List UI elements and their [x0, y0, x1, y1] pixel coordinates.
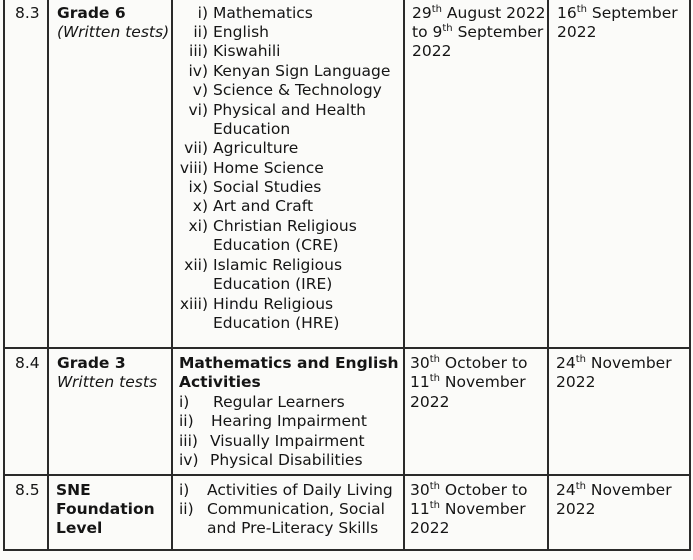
list-item-continued: Education (CRE)	[213, 236, 339, 254]
list-item-number: iii)	[179, 432, 198, 450]
list-item-number: i)	[197, 4, 208, 22]
table-left-border	[3, 0, 5, 551]
list-item-number: x)	[192, 197, 208, 215]
list-item-number: xiii)	[179, 295, 208, 313]
list-item-number: iii)	[189, 42, 208, 60]
list-item: Physical Disabilities	[210, 451, 363, 469]
list-item-continued: Education (HRE)	[213, 314, 340, 332]
table-right-border	[689, 0, 691, 551]
exam-period: 2022	[412, 42, 452, 60]
list-item: Physical and Health	[213, 101, 366, 119]
list-item-number: i)	[179, 393, 190, 411]
list-item: Hindu Religious	[213, 295, 334, 313]
row-number: 8.5	[15, 481, 40, 499]
list-item-number: viii)	[179, 159, 208, 177]
list-item: Art and Craft	[213, 197, 314, 215]
row-number: 8.3	[15, 4, 40, 22]
row-subtitle: (Written tests)	[57, 23, 170, 41]
row-title: SNE	[56, 481, 91, 499]
list-item: Kenyan Sign Language	[213, 62, 391, 80]
list-item: Activities of Daily Living	[207, 481, 393, 499]
exam-period: to 9th September	[412, 23, 544, 41]
list-item-continued: Education (IRE)	[213, 275, 333, 293]
list-item-number: vii)	[184, 139, 208, 157]
column-divider	[403, 0, 405, 551]
list-item: Kiswahili	[213, 42, 281, 60]
release-date: 24th November	[556, 354, 672, 372]
list-item: Science & Technology	[213, 81, 382, 99]
row-divider	[3, 347, 691, 349]
row-divider	[3, 474, 691, 476]
release-date: 2022	[557, 23, 597, 41]
exam-period: 11th November	[410, 373, 526, 391]
list-item-number: ii)	[179, 412, 194, 430]
list-item-continued: and Pre-Literacy Skills	[207, 519, 379, 537]
release-date: 24th November	[556, 481, 672, 499]
exam-period: 2022	[410, 393, 450, 411]
list-item: Visually Impairment	[210, 432, 365, 450]
list-item: English	[213, 23, 269, 41]
table-bottom-border	[3, 549, 691, 551]
list-item: Christian Religious	[213, 217, 357, 235]
list-item: Communication, Social	[207, 500, 385, 518]
list-item-number: iv)	[179, 451, 199, 469]
row-subtitle: Written tests	[57, 373, 158, 391]
exam-period: 29th August 2022	[412, 4, 546, 22]
section-heading: Activities	[179, 373, 261, 391]
exam-period: 30th October to	[410, 481, 528, 499]
list-item: Mathematics	[213, 4, 313, 22]
row-title: Foundation	[56, 500, 155, 518]
list-item: Agriculture	[213, 139, 299, 157]
column-divider	[47, 0, 49, 551]
list-item-number: v)	[192, 81, 208, 99]
list-item: Islamic Religious	[213, 256, 343, 274]
row-title: Grade 3	[57, 354, 126, 372]
list-item-number: xii)	[184, 256, 208, 274]
row-title: Grade 6	[57, 4, 126, 22]
row-number: 8.4	[15, 354, 40, 372]
release-date: 2022	[556, 373, 596, 391]
column-divider	[547, 0, 549, 551]
release-date: 16th September	[557, 4, 678, 22]
list-item-number: i)	[179, 481, 190, 499]
list-item-number: ix)	[188, 178, 208, 196]
list-item: Regular Learners	[213, 393, 345, 411]
list-item-number: ii)	[193, 23, 208, 41]
exam-period: 11th November	[410, 500, 526, 518]
list-item-number: xi)	[188, 217, 208, 235]
list-item-number: iv)	[188, 62, 208, 80]
list-item-number: ii)	[179, 500, 194, 518]
list-item: Social Studies	[213, 178, 322, 196]
list-item: Home Science	[213, 159, 324, 177]
list-item-continued: Education	[213, 120, 291, 138]
section-heading: Mathematics and English	[179, 354, 399, 372]
row-title: Level	[56, 519, 103, 537]
list-item-number: vi)	[188, 101, 208, 119]
release-date: 2022	[556, 500, 596, 518]
exam-period: 30th October to	[410, 354, 528, 372]
exam-period: 2022	[410, 519, 450, 537]
list-item: Hearing Impairment	[211, 412, 367, 430]
